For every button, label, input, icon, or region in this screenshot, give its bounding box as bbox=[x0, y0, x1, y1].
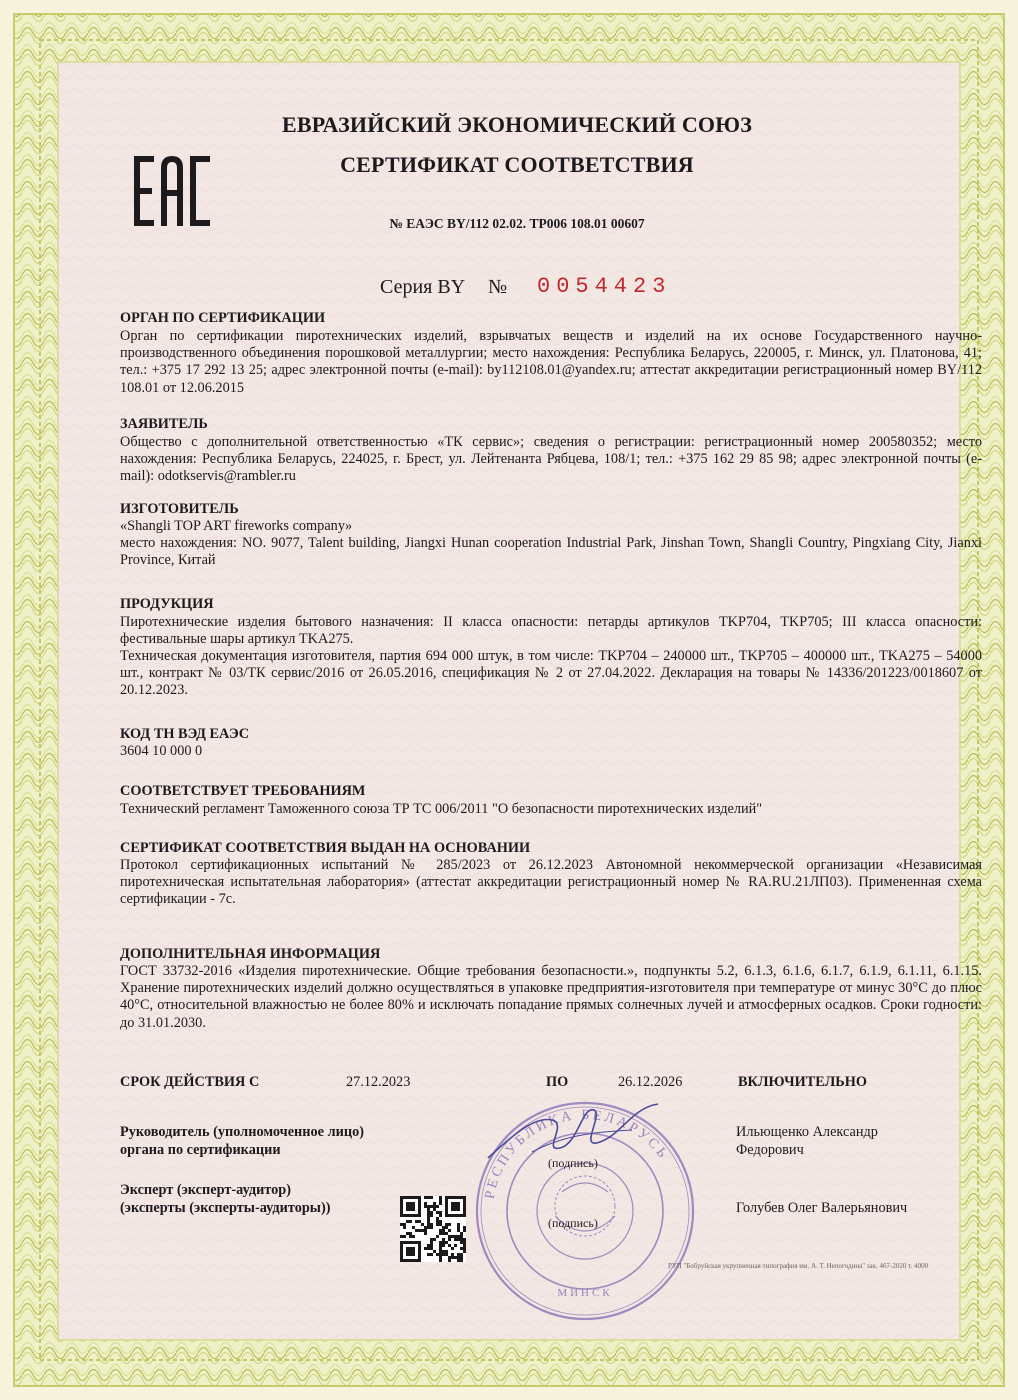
manufacturer-name: «Shangli TOP ART fireworks company» bbox=[120, 518, 353, 534]
number-sign: № bbox=[488, 276, 508, 298]
section-heading-applicant: ЗАЯВИТЕЛЬ bbox=[120, 416, 208, 432]
head-title-line1: Руководитель (уполномоченное лицо) bbox=[120, 1124, 365, 1140]
registration-number: № ЕАЭС BY/112 02.02. ТР006 108.01 00607 bbox=[389, 216, 645, 231]
expert-title-line2: (эксперты (эксперты-аудиторы)) bbox=[120, 1200, 331, 1216]
manufacturer-address: место нахождения: NO. 9077, Talent building, Jiangxi Hunan cooperation Industrial Park, Jinshan Town, Shangli Country, Pingxiang City, Jianxi Province, Китай bbox=[120, 535, 982, 569]
validity-to: 26.12.2026 bbox=[618, 1074, 683, 1090]
basis-text: Протокол сертификационных испытаний № 285/2023 от 26.12.2023 Автономной некоммерческой организации «Независимая пиротехническая испытательная лаборатория» (аттестат аккредитации регистрационный номер № RA.RU.21ЛП03). Примененная схема сертификации - 7с. bbox=[120, 857, 982, 908]
expert-name: Голубев Олег Валерьянович bbox=[736, 1200, 908, 1216]
additional-text: ГОСТ 33732-2016 «Изделия пиротехнические. Общие требования безопасности.», подпункты 5.2, 6.1.3, 6.1.6, 6.1.7, 6.1.9, 6.1.11, 6.1.15. Хранение пиротехнических изделий должно осуществляться в упаковке предприятия-изготовителя при температуре от минус 30°С до плюс 40°С, относительной влажностью не более 80% и исключать попадание прямых солнечных лучей и атмосферных осадков. Сроки годности: до 31.01.2030. bbox=[120, 963, 982, 1031]
certificate-sheet bbox=[62, 66, 982, 1336]
qr-code bbox=[400, 1196, 466, 1262]
head-title-line2: органа по сертификации bbox=[120, 1142, 281, 1158]
certification-body-text: Орган по сертификации пиротехнических изделий, взрывчатых веществ и изделий на их основе Государственного научно-производственного объединения порошковой металлургии; место нахождения: Республика Беларусь, 220005, г. Минск, ул. Платонова, 41; тел.: +375 17 292 13 25; адрес электронной почты (e-mail): by112108.01@yandex.ru; аттестат аккредитации регистрационный номер BY/112 108.01 от 12.06.2015 bbox=[120, 328, 982, 396]
expert-title-line1: Эксперт (эксперт-аудитор) bbox=[120, 1182, 291, 1198]
head-signature-caption: (подпись) bbox=[548, 1156, 598, 1170]
validity-label: СРОК ДЕЙСТВИЯ С bbox=[120, 1074, 260, 1090]
validity-inclusive: ВКЛЮЧИТЕЛЬНО bbox=[738, 1074, 867, 1090]
stamp-city: МИНСК bbox=[557, 1287, 613, 1299]
stamp-ring-text: РЕСПУБЛИКА БЕЛАРУСЬ bbox=[482, 1107, 671, 1201]
section-heading-code: КОД ТН ВЭД ЕАЭС bbox=[120, 726, 250, 742]
expert-signature-caption: (подпись) bbox=[548, 1216, 598, 1230]
validity-from: 27.12.2023 bbox=[346, 1074, 411, 1090]
section-heading-conformity: СООТВЕТСТВУЕТ ТРЕБОВАНИЯМ bbox=[120, 783, 366, 799]
code-value: 3604 10 000 0 bbox=[120, 743, 203, 759]
union-title: ЕВРАЗИЙСКИЙ ЭКОНОМИЧЕСКИЙ СОЮЗ bbox=[281, 112, 753, 137]
section-heading-additional: ДОПОЛНИТЕЛЬНАЯ ИНФОРМАЦИЯ bbox=[120, 946, 381, 962]
document-title: СЕРТИФИКАТ СООТВЕТСТВИЯ bbox=[340, 152, 694, 177]
validity-to-label: ПО bbox=[546, 1074, 569, 1090]
series-label: Серия BY bbox=[380, 276, 466, 298]
head-name-line2: Федорович bbox=[736, 1142, 804, 1158]
conformity-text: Технический регламент Таможенного союза ТР ТС 006/2011 "О безопасности пиротехнических изделий" bbox=[120, 801, 763, 817]
section-heading-body: ОРГАН ПО СЕРТИФИКАЦИИ bbox=[120, 310, 326, 326]
product-text-2: Техническая документация изготовителя, партия 694 000 штук, в том числе: TKP704 – 240000 шт., TKP705 – 400000 шт., TKA275 – 54000 шт., контракт № 03/ТК сервис/2016 от 26.05.2016, спецификация № 2 от 27.04.2022. Декларация на товары № 14336/201223/0018607 от 20.12.2023. bbox=[120, 648, 982, 699]
section-heading-manufacturer: ИЗГОТОВИТЕЛЬ bbox=[120, 501, 239, 517]
serial-number: 0054423 bbox=[537, 274, 672, 299]
printer-note: РУП "Бобруйская укрупненная типография им. А. Т. Непогодина" зак. 467-2020 т. 4000 bbox=[668, 1262, 929, 1270]
product-text-1: Пиротехнические изделия бытового назначения: II класса опасности: петарды артикулов TKP704, TKP705; III класса опасности: фестивальные шары артикул TKA275. bbox=[120, 614, 982, 648]
section-heading-product: ПРОДУКЦИЯ bbox=[120, 596, 214, 612]
eac-logo bbox=[134, 156, 210, 226]
section-heading-basis: СЕРТИФИКАТ СООТВЕТСТВИЯ ВЫДАН НА ОСНОВАНИИ bbox=[120, 840, 531, 856]
applicant-text: Общество с дополнительной ответственностью «ТК сервис»; сведения о регистрации: регистрационный номер 200580352; место нахождения: Республика Беларусь, 224025, г. Брест, ул. Лейтенанта Рябцева, 108/1; тел.: +375 162 29 85 98; адрес электронной почты (e-mail): odotkservis@rambler.ru bbox=[120, 434, 982, 485]
head-name-line1: Ильющенко Александр bbox=[736, 1124, 878, 1140]
